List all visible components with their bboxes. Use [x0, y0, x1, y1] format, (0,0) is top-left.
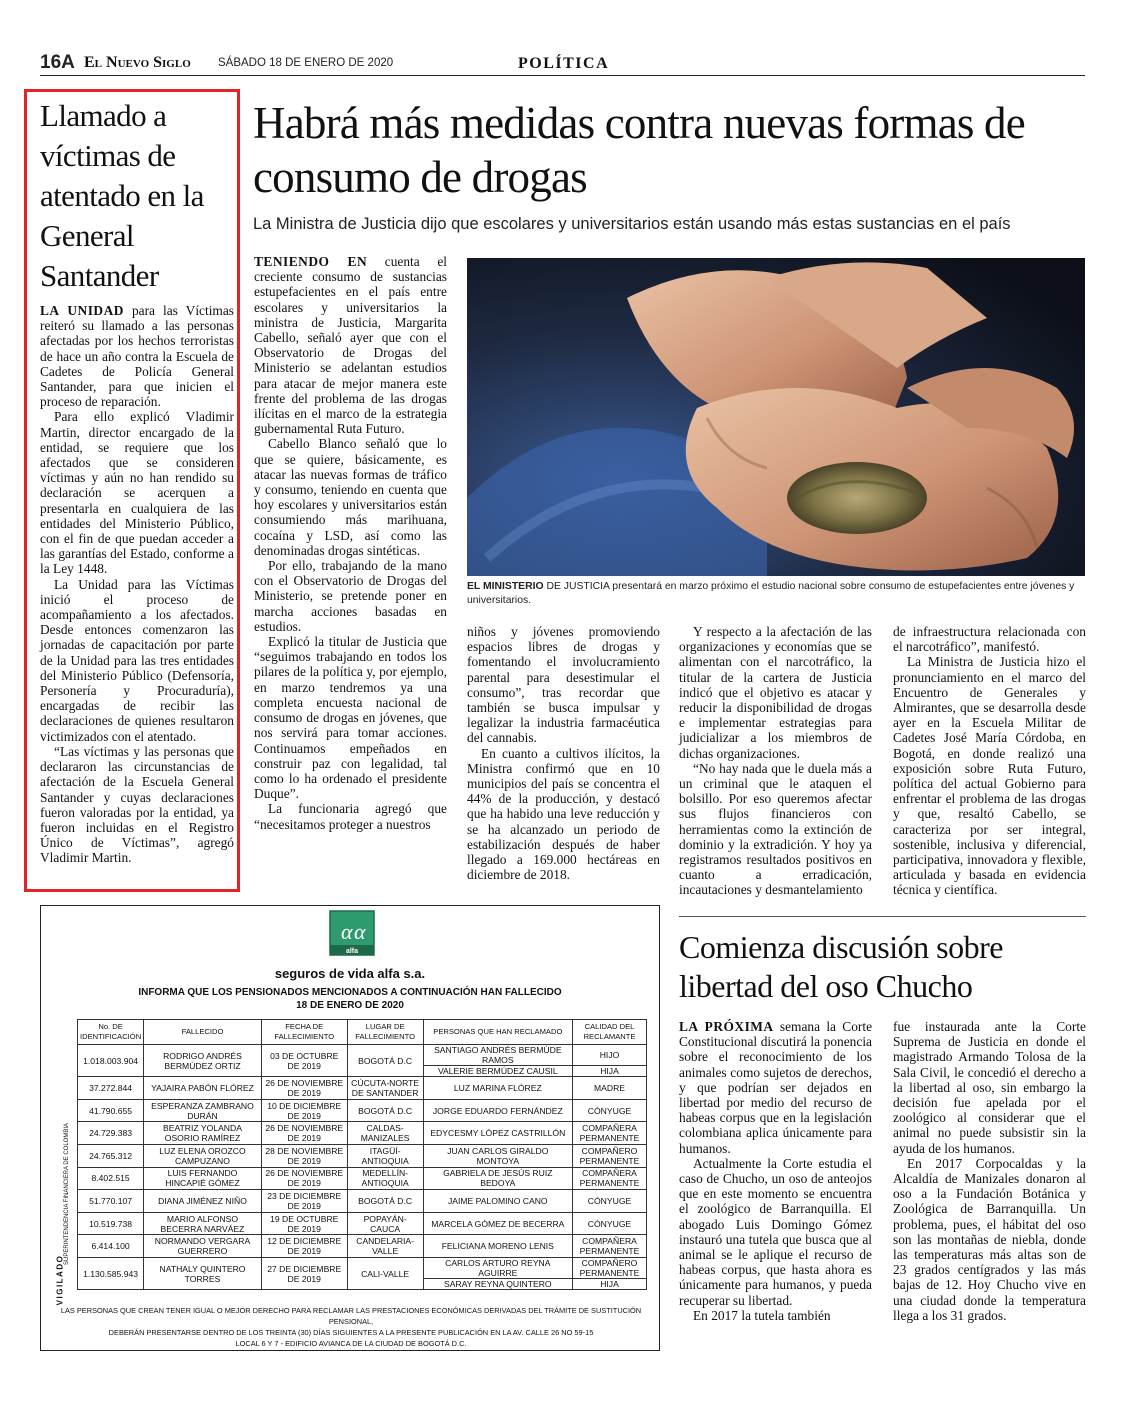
company-name: seguros de vida alfa s.a. — [274, 966, 426, 981]
newspaper-name: El Nuevo Siglo — [84, 54, 191, 71]
table-row — [78, 1145, 647, 1168]
sidebar-title: Llamado a víctimas de atentado en la General Santander — [40, 98, 204, 293]
article-lead: TENIENDO EN — [254, 254, 368, 269]
article-paragraph: de infraestructura relacionada con el narcotráfico”, manifestó. — [893, 624, 1086, 655]
deceased-cell: ESPERANZA ZAMBRANO DURÁN — [144, 1099, 262, 1122]
deceased-cell: NORMANDO VERGARA GUERRERO — [144, 1235, 262, 1258]
deceased-cell: RODRIGO ANDRÉS BERMÚDEZ ORTIZ — [144, 1045, 262, 1077]
svg-text:alfa: alfa — [345, 948, 359, 955]
date-cell: 23 DE DICIEMBRE DE 2019 — [261, 1190, 347, 1213]
article-paragraph: Explicó la titular de Justicia que “seguimos trabajando en todos los pilares de la política y, por ejemplo, en marzo tendremos ya una completa encuesta nacional de consumo de drogas en jóvenes, que nos servirá para tomar acciones. Continuamos empeñados en construir paz con legalidad, tal como lo ha ordenado el presidente Duque”. — [254, 634, 447, 802]
table-row — [78, 1099, 647, 1122]
claimant-cell: SANTIAGO ANDRÉS BERMÚDE RAMOS — [423, 1045, 572, 1066]
id-cell: 41.790.655 — [78, 1099, 144, 1122]
date-cell: 03 DE OCTUBRE DE 2019 — [261, 1045, 347, 1077]
hands-holding-cannabis-image — [467, 258, 1085, 576]
deceased-cell: DIANA JIMÉNEZ NIÑO — [144, 1190, 262, 1213]
article-paragraph: La Ministra de Justicia hizo el pronunciamiento en el marco del Encuentro de Generales y Almirantes, que se desarrolla desde ayer en la Escuela Militar de Cadetes José María Córdoba, en Bogotá, en donde realizó una exposición sobre Ruta Futuro, política del actual Gobierno para enfrentar el problema de las drogas y que, resaltó Cabello, se caracteriza por ser integral, sostenible, inclusiva y diferencial, participativa, innovadora y flexible, articulada y basada en evidencia técnica y científica. — [893, 654, 1086, 898]
deceased-table-body — [78, 1045, 647, 1290]
claimant-cell: JORGE EDUARDO FERNÁNDEZ — [423, 1099, 572, 1122]
deceased-table — [77, 1019, 647, 1290]
place-cell: BOGOTÁ D.C — [347, 1190, 423, 1213]
place-cell: CALI-VALLE — [347, 1258, 423, 1290]
article-divider — [679, 916, 1086, 917]
role-cell: MADRE — [573, 1077, 647, 1100]
role-cell: COMPAÑERA PERMANENTE — [573, 1235, 647, 1258]
id-cell: 51.770.107 — [78, 1190, 144, 1213]
place-cell: BOGOTÁ D.C — [347, 1099, 423, 1122]
id-cell: 8.402.515 — [78, 1167, 144, 1190]
main-column-3 — [679, 624, 872, 898]
sidebar-paragraph: La Unidad para las Víctimas inició el proceso de acompañamiento a los afectados. Desde entonces comenzaron las jornadas de capacitación por parte de la Unidad para las tres entidades del Ministerio Público (Defensoría, Personería y Procuraduría), encargadas de recibir las declaraciones de quienes resultaron victimizados con el atentado. — [40, 576, 234, 744]
article-paragraph: LA PRÓXIMA semana la Corte Constitucional discutirá la ponencia sobre el reconocimiento de los animales como sujetos de derechos, y que podrían ser dejados en libertad por medio del recurso de habeas corpus que en la legislación colombiana aplica únicamente para humanos. — [679, 1019, 873, 1156]
date-cell: 26 DE NOVIEMBRE DE 2019 — [261, 1077, 347, 1100]
place-cell: ITAGÜÍ-ANTIOQUIA — [347, 1145, 423, 1168]
regulator-mark: VIGILADO SUPERINTENDENCIA FINANCIERA DE COLOMBIA — [55, 1122, 70, 1306]
article-paragraph: Y respecto a la afectación de las organizaciones y economías que se alimentan con el narcotráfico, la titular de la cartera de Justicia indicó que el objetivo es atacar y reducir la disponibilidad de drogas e implementar estrategias para judicializar a los miembros de dichas organizaciones. — [679, 624, 872, 761]
alfa-logo-icon — [329, 910, 375, 956]
claimant-cell: LUZ MARINA FLÓREZ — [423, 1077, 572, 1100]
oso-lead: LA PRÓXIMA — [679, 1019, 774, 1034]
table-row — [78, 1167, 647, 1190]
claimant-cell: VALERIE BERMÚDEZ CAUSIL — [423, 1066, 572, 1077]
sidebar-lead: LA UNIDAD — [40, 303, 124, 318]
place-cell: POPAYÁN-CAUCA — [347, 1212, 423, 1235]
claimant-cell: GABRIELA DE JESÚS RUIZ BEDOYA — [423, 1167, 572, 1190]
claimant-cell: EDYCESMY LÓPEZ CASTRILLÓN — [423, 1122, 572, 1145]
sidebar-body — [40, 303, 234, 866]
date-cell: 26 DE NOVIEMBRE DE 2019 — [261, 1122, 347, 1145]
page-number: 16A — [40, 52, 75, 73]
date-cell: 28 DE NOVIEMBRE DE 2019 — [261, 1145, 347, 1168]
article-paragraph: Actualmente la Corte estudia el caso de Chucho, un oso de anteojos que en este momento se encuentra el zoológico de Barranquilla. El abogado Luis Domingo Gómez instauró una tutela que busca que al animal se le aplique el recurso de habeas corpus, que hasta ahora es únicamente para humanos, y pueda recuperar su libertad. — [679, 1155, 872, 1308]
claimant-cell: JUAN CARLOS GIRALDO MONTOYA — [423, 1145, 572, 1168]
column-header: FALLECIDO — [144, 1020, 262, 1045]
issue-date: SÁBADO 18 DE ENERO DE 2020 — [218, 57, 394, 69]
deceased-cell: YAJAIRA PABÓN FLÓREZ — [144, 1077, 262, 1100]
alfa-logo — [329, 910, 375, 956]
column-header: CALIDAD DEL RECLAMANTE — [573, 1020, 647, 1045]
claimant-cell: JAIME PALOMINO CANO — [423, 1190, 572, 1213]
article-paragraph: fue instaurada ante la Corte Suprema de Justicia en donde el magistrado Armando Tolosa de la Sala Civil, le concedió el derecho a la libertad al oso, sin embargo la decisión fue apelada por el zoológico al considerar que el animal no puede subsistir sin la ayuda de los humanos. — [893, 1019, 1086, 1156]
role-cell: CÓNYUGE — [573, 1190, 647, 1213]
ad-heading: INFORMA QUE LOS PENSIONADOS MENCIONADOS A CONTINUACIÓN HAN FALLECIDO 18 DE ENERO DE 2020 — [138, 987, 562, 1011]
column-header: FECHA DE FALLECIMIENTO — [261, 1020, 347, 1045]
place-cell: CALDAS-MANIZALES — [347, 1122, 423, 1145]
photo-caption: EL MINISTERIO DE JUSTICIA presentará en marzo próximo el estudio nacional sobre consumo de estupefacientes entre jóvenes y universitarios. — [467, 581, 1075, 606]
role-cell: COMPAÑERO PERMANENTE — [573, 1258, 647, 1279]
oso-column-2 — [893, 1019, 1086, 1323]
deceased-cell: BEATRIZ YOLANDA OSORIO RAMÍREZ — [144, 1122, 262, 1145]
role-cell: HIJA — [573, 1279, 647, 1290]
place-cell: BOGOTÁ D.C — [347, 1045, 423, 1077]
claimant-cell: CARLOS ARTURO REYNA AGUIRRE — [423, 1258, 572, 1279]
date-cell: 27 DE DICIEMBRE DE 2019 — [261, 1258, 347, 1290]
sidebar-paragraph: LA UNIDAD para las Víctimas reiteró su llamado a las personas afectadas por los hechos terroristas de hace un año contra la Escuela de Cadetes de Policía General Santander, para que inicien el proceso de reparación. — [40, 303, 234, 410]
role-cell: HIJA — [573, 1066, 647, 1077]
page-header — [40, 52, 1085, 76]
role-cell: COMPAÑERA PERMANENTE — [573, 1122, 647, 1145]
claimant-cell: SARAY REYNA QUINTERO — [423, 1279, 572, 1290]
place-cell: MEDELLÍN-ANTIOQUIA — [347, 1167, 423, 1190]
main-headline: Habrá más medidas contra nuevas formas de consumo de drogas — [253, 98, 1025, 202]
table-row — [78, 1212, 647, 1235]
id-cell: 24.765.312 — [78, 1145, 144, 1168]
article-paragraph: Cabello Blanco señaló que lo que se quiere, básicamente, es atacar las nuevas formas de tráfico y consumo, teniendo en cuenta que hoy escolares y universitarios están consumiendo más marihuana, cocaína y LSD, así como las denominadas drogas sintéticas. — [254, 436, 447, 558]
role-cell: COMPAÑERO PERMANENTE — [573, 1145, 647, 1168]
article-paragraph: niños y jóvenes promoviendo espacios libres de drogas y fomentando el involucramiento parental para desestimular el consumo”, tras recordar que también se busca impulsar y legalizar la industria farmacéutica del cannabis. — [467, 624, 660, 746]
date-cell: 10 DE DICIEMBRE DE 2019 — [261, 1099, 347, 1122]
svg-text:α: α — [341, 919, 353, 944]
date-cell: 12 DE DICIEMBRE DE 2019 — [261, 1235, 347, 1258]
id-cell: 6.414.100 — [78, 1235, 144, 1258]
article-photo — [467, 258, 1085, 576]
date-cell: 19 DE OCTUBRE DE 2019 — [261, 1212, 347, 1235]
column-header: LUGAR DE FALLECIMIENTO — [347, 1020, 423, 1045]
ad-legal-note: LAS PERSONAS QUE CREAN TENER IGUAL O MEJOR DERECHO PARA RECLAMAR LAS PRESTACIONES ECONÓMICAS DERIVADAS DEL TRÁMITE DE SUSTITUCIÓN PENSIONAL, DEBERÁN PRESENTARSE DENTRO DE LOS TREINTA (30) DÍAS SIGUIENTES A LA PRESENTE PUBLICACIÓN EN LA AV. CALLE 26 NO 59-15 LOCAL 6 Y 7 - EDIFICIO AVIANCA DE LA CIUDAD DE BOGOTÁ D.C. — [60, 1306, 642, 1348]
id-cell: 37.272.844 — [78, 1077, 144, 1100]
article-paragraph: Por ello, trabajando de la mano con el Observatorio de Drogas del Ministerio, se pretende poner en marcha acciones basadas en estudios. — [254, 558, 447, 634]
oso-column-1 — [679, 1019, 872, 1323]
article-paragraph: En cuanto a cultivos ilícitos, la Ministra confirmó que en 10 municipios del país se concentra el 44% de la producción, y destacó que ha habido una leve reducción y se ha alcanzado un periodo de estabilización después de haber llegado a 169.000 hectáreas en diciembre de 2018. — [467, 745, 660, 883]
place-cell: CÚCUTA-NORTE DE SANTANDER — [347, 1077, 423, 1100]
column-header: PERSONAS QUE HAN RECLAMADO — [423, 1020, 572, 1045]
deceased-cell: LUIS FERNANDO HINCAPIÉ GÓMEZ — [144, 1167, 262, 1190]
obituary-notice-ad — [40, 905, 660, 1351]
main-subtitle: La Ministra de Justicia dijo que escolares y universitarios están usando más estas sustancias en el país — [253, 215, 1011, 233]
deceased-cell: NATHALY QUINTERO TORRES — [144, 1258, 262, 1290]
deceased-cell: MARIO ALFONSO BECERRA NARVÁEZ — [144, 1212, 262, 1235]
main-column-1 — [254, 254, 447, 832]
column-header: No. DE IDENTIFICACIÓN — [78, 1020, 144, 1045]
section-name: POLÍTICA — [518, 55, 610, 72]
table-row — [78, 1258, 647, 1279]
table-row — [78, 1235, 647, 1258]
main-column-2 — [467, 624, 660, 882]
id-cell: 10.519.738 — [78, 1212, 144, 1235]
claimant-cell: FELICIANA MORENO LENIS — [423, 1235, 572, 1258]
article-paragraph: La funcionaria agregó que “necesitamos proteger a nuestros — [254, 801, 447, 832]
table-row — [78, 1190, 647, 1213]
claimant-cell: MARCELA GÓMEZ DE BECERRA — [423, 1212, 572, 1235]
article-paragraph: TENIENDO EN cuenta el creciente consumo de sustancias estupefacientes en el país entre escolares y universitarios la ministra de Justicia, Margarita Cabello, señaló ayer que con el Observatorio de Drogas del Ministerio se adelantan estudios para atacar de mejor manera este frente del problema de las drogas ilícitas en el marco de la estrategia gubernamental Ruta Futuro. — [254, 254, 447, 437]
article-paragraph: En 2017 Corpocaldas y la Alcaldía de Manizales donaron al oso a la Fundación Botánica y Zoológica de Barranquilla. Un problema, pues, el hábitat del oso son las montañas de niebla, donde las temperaturas más altas son de 23 grados centígrados y las más bajas de 12. Hoy Chucho vive en una ciudad donde la temperatura llega a los 31 grados. — [893, 1155, 1086, 1323]
id-cell: 1.130.585.943 — [78, 1258, 144, 1290]
id-cell: 1.018.003.904 — [78, 1045, 144, 1077]
sidebar-paragraph: “Las víctimas y las personas que declararon las circunstancias de afectación de la Escuela General Santander y cuyas declaraciones fueron valoradas por la entidad, ya fueron incluidas en el Registro Único de Víctimas”, agregó Vladimir Martin. — [40, 743, 234, 866]
caption-lead: EL MINISTERIO — [467, 581, 544, 592]
table-row — [78, 1045, 647, 1066]
id-cell: 24.729.383 — [78, 1122, 144, 1145]
main-column-4 — [893, 624, 1086, 898]
role-cell: CÓNYUGE — [573, 1212, 647, 1235]
oso-headline: Comienza discusión sobre libertad del oso Chucho — [679, 929, 1003, 1004]
place-cell: CANDELARIA-VALLE — [347, 1235, 423, 1258]
role-cell: CÓNYUGE — [573, 1099, 647, 1122]
sidebar-paragraph: Para ello explicó Vladimir Martin, director encargado de la entidad, se requiere que los afectados que se consideren víctimas y aún no han rendido su declaración se acerquen a presentarla en cualquiera de las entidades del Ministerio Público, con el fin de que puedan acceder a las garantías del Estado, conforme a la Ley 1448. — [40, 409, 234, 577]
role-cell: COMPAÑERA PERMANENTE — [573, 1167, 647, 1190]
svg-text:α: α — [354, 919, 366, 944]
date-cell: 26 DE NOVIEMBRE DE 2019 — [261, 1167, 347, 1190]
article-paragraph: “No hay nada que le duela más a un criminal que le ataquen el bolsillo. Por eso queremos afectar sus flujos financieros con herramientas como la extinción de dominio y la extradición. Y hoy ya registramos resultados positivos en cuanto a erradicación, incautaciones y desmantelamiento — [679, 760, 872, 898]
deceased-cell: LUZ ELENA OROZCO CAMPUZANO — [144, 1145, 262, 1168]
role-cell: HIJO — [573, 1045, 647, 1066]
table-row — [78, 1122, 647, 1145]
table-row — [78, 1077, 647, 1100]
article-paragraph: En 2017 la tutela también — [693, 1307, 831, 1323]
